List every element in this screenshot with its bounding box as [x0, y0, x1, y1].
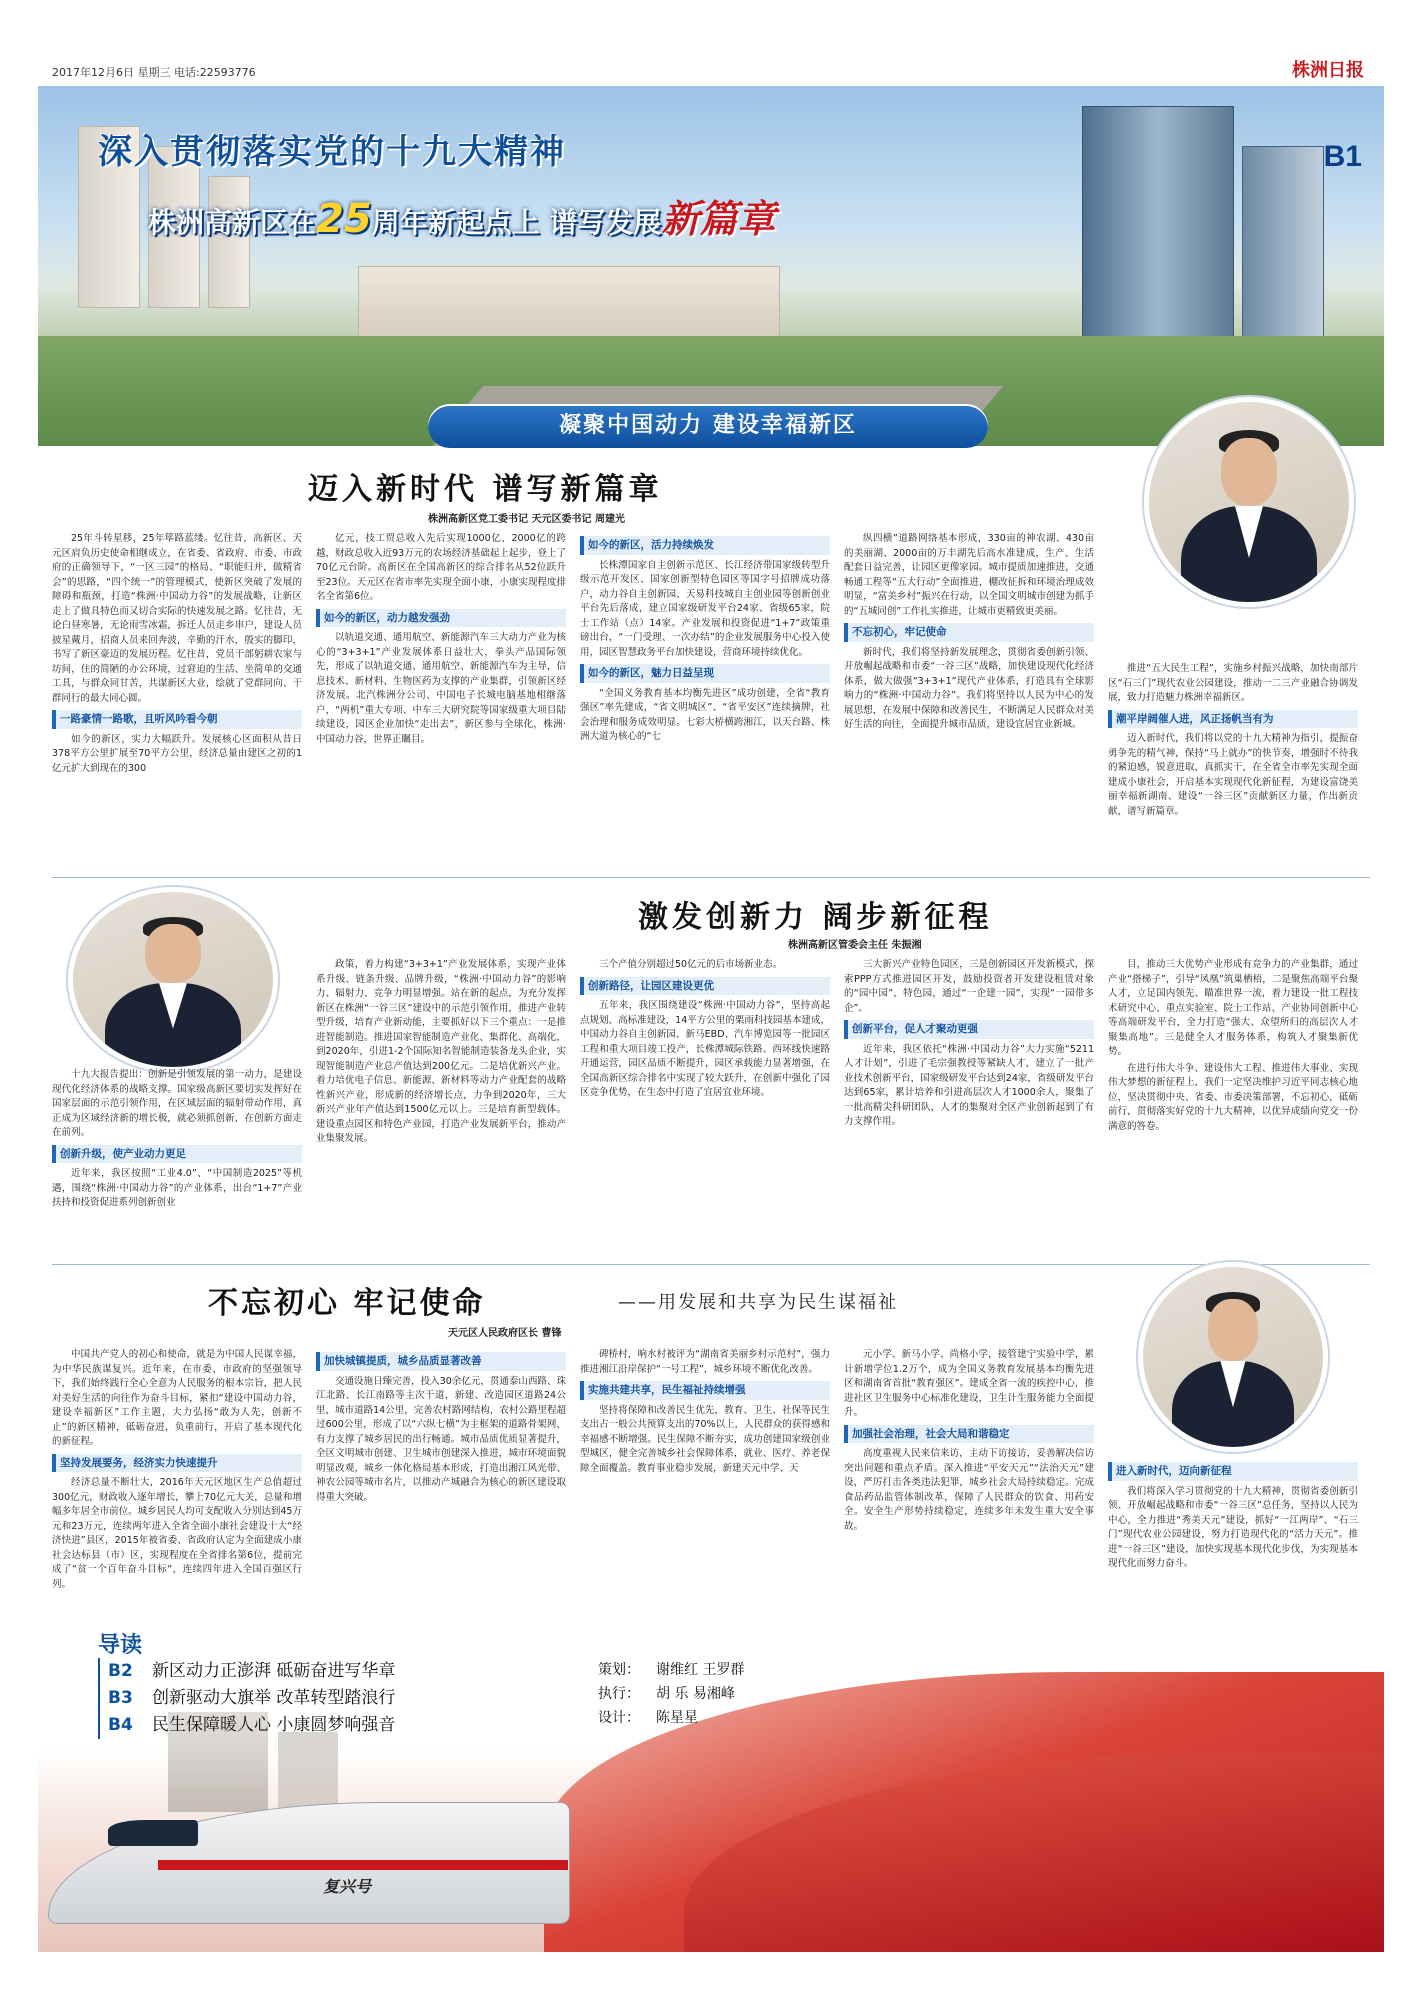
paragraph: 经济总量不断壮大，2016年天元区地区生产总值超过300亿元，财政收入逐年增长，攀上70亿元大关，总量和增幅多年居全市前位。城乡居民人均可支配收入分别达到45万元和23万元，连续两年进入全省全面小康社会建设十大“经济快进”县区，2015年被省委、省政府认定为全面建成小康社会达标县（市）区，实现程度在全省排名第6位，提前完成了“贫一个百年奋斗目标”，连续四年进入全国百强区行列。	[52, 1477, 302, 1590]
section-divider	[52, 1264, 1370, 1265]
article2-col4	[844, 958, 1094, 1258]
guide-page: B2	[108, 1661, 133, 1681]
banner-sub-num: 25	[316, 196, 372, 242]
train-windshield	[108, 1820, 198, 1846]
guide-title: 导读	[98, 1633, 143, 1658]
paragraph: 长株潭国家自主创新示范区、长江经济带国家级转型升级示范开发区、国家创新型特色园区等国字号招牌成功落户，动力谷自主创新园、天易科技城自主创业园等创新创业平台先后落成，建立国家级研发平台24家、省级65家，院士工作站（点）14家。产业发展和投资促进“1+7”政策重磅出台，“一门受理、一次办结”的企业发展服务中心投入使用，园区智慧政务平台加快建设，营商环境持续优化。	[580, 559, 830, 658]
train-stripe	[158, 1860, 568, 1870]
paragraph: 我们将深入学习贯彻党的十九大精神，贯彻省委创新引领、开放崛起战略和市委“一谷三区”总任务，坚持以人民为中心，全力推进“秀美天元”建设，抓好“一江两岸”、“石三门”现代农业公园建设，努力打造现代化的“活力天元”。推进“一谷三区”建设，加快实现基本现代化步伐，为实现基本现代化而努力奋斗。	[1108, 1485, 1358, 1569]
paragraph: 交通设施日臻完善，投入30余亿元，贯通泰山西路、珠江北路、长江南路等主次干道，新建、改造园区道路24公里，城市道路14公里，完善农村路网结构，农村公路里程超过600公里，形成了以“六纵七横”为主框架的道路骨架网，有力支撑了城乡居民的出行畅通。城市品质优质显著提升，全区文明城市创建、卫生城市创建深入推进，城市环境面貌明显改观，城乡一体化格局基本形成，打造出湘江风光带、神农公园等城市名片，以推动产城融合为核心的新区建设取得重大突破。	[316, 1375, 566, 1503]
paragraph: 高度重视人民来信来访，主动下访接访，妥善解决信访突出问题和重点矛盾。深入推进“平安天元”“法治天元”建设，严厉打击各类违法犯罪，城乡社会大局持续稳定。完成食品药品监管体制改革，保障了人民群众的饮食、用药安全。安全生产形势持续稳定，连续多年未发生重大安全事故。	[844, 1448, 1094, 1532]
paragraph: 五年来，我区围绕建设“株洲·中国动力谷”，坚持高起点规划、高标准建设，14平方公里的栗雨科技园基本建成，中国动力谷自主创新园、新马EBD、汽车博览园等一批园区工程和重大项目竣工投产，长株潭城际铁路、西环线快速路开通运营，园区品质不断提升，园区承载能力显著增强，在全国高新区综合排名中实现了较大跃升，在创新中强化了园区竞争优势，在生态中打造了宜居宜业环境。	[580, 1000, 830, 1098]
guide-item[interactable]	[108, 1685, 438, 1712]
paragraph: 坚持将保障和改善民生优先，教育、卫生、社保等民生支出占一般公共预算支出的70%以上，人民群众的获得感和幸福感不断增强。民生保障不断夯实，成功创建国家级创业型城区，健全完善城乡社会保障体系，就业、医疗、养老保障全面覆盖。教育事业稳步发展，新建天元中学、天	[580, 1404, 830, 1474]
article2-col1	[52, 958, 302, 1258]
article3-col4	[844, 1348, 1094, 1610]
paragraph: 以轨道交通、通用航空、新能源汽车三大动力产业为核心的“3+3+1”产业发展体系日益壮大，拳头产品国际领先，形成了以轨道交通、通用航空、新能源汽车为主导，信息技术、新材料、生物医药为支撑的产业集群，引领新区经济发展。北汽株洲分公司、中国电子长城电脑基地相继落户，“两机”重大专项、中车三大研究院等国家级重大项目陆续建设，园区企业加快“走出去”，新区参与全球化，株洲·中国动力谷，世界正瞩目。	[316, 632, 566, 745]
article1-col3	[580, 532, 830, 872]
guide-text: 民生保障暖人心 小康圆梦响强音	[152, 1715, 396, 1735]
paragraph: 碑桥村，响水村被评为“湖南省美丽乡村示范村”，强力推进湘江沿岸保护“一号工程”，城乡环境不断优化改善。	[580, 1349, 830, 1375]
train-name: 复兴号	[323, 1877, 372, 1896]
credit-value: 陈星星	[656, 1710, 698, 1726]
section-subhead: 创新平台，促人才聚动更强	[844, 1020, 1094, 1039]
paragraph: 三个产值分别超过50亿元的后市场新业态。	[599, 959, 783, 970]
section-subhead: 创新路径，让园区建设更优	[580, 977, 830, 996]
article2-col3	[580, 958, 830, 1258]
credit-row	[598, 1658, 744, 1682]
article1-body	[52, 532, 1370, 872]
article1-title: 迈入新时代 谱写新篇章	[308, 472, 663, 507]
article2-col2	[316, 958, 566, 1258]
article3-title: 不忘初心 牢记使命	[208, 1286, 486, 1321]
banner-headline: 深入贯彻落实党的十九大精神	[98, 132, 566, 172]
section-subhead: 一路豪情一路歌，且听风吟看今朝	[52, 710, 302, 729]
paragraph: 目，推动三大优势产业形成有竞争力的产业集群，通过产业“搭梯子”，引导“凤凰”筑巢栖梧，二是聚焦高端平台聚人才，立足国内领先、瞄准世界一流，着力建设一批工程技术研究中心、重点实验室、院士工作站、产业协同创新中心等高端研发平台，全力打造“强大、众望所归的高层次人才聚集高地”。三是健全人才服务体系，构筑人才聚集新优势。	[1108, 959, 1358, 1057]
article1-col2	[316, 532, 566, 872]
credit-row	[598, 1682, 744, 1706]
article3-col2	[316, 1348, 566, 1610]
section-subhead: 如今的新区，动力越发强劲	[316, 609, 566, 628]
paragraph: 如今的新区，实力大幅跃升。发展核心区面积从昔日378平方公里扩展至70平方公里，经济总量由建区之初的1亿元扩大到现在的300	[52, 733, 302, 774]
guide-text: 创新驱动大旗举 改革转型踏浪行	[152, 1688, 396, 1708]
portrait-face	[1221, 438, 1277, 506]
banner-sub-b: 周年新起点上 谱写发展	[371, 206, 662, 239]
credit-row	[598, 1706, 744, 1730]
paragraph: 迈入新时代，我们将以党的十九大精神为指引，提振奋勇争先的精气神，保持“马上就办”的快节奏，增强时不待我的紧迫感，锐意进取，真抓实干，在全省全市率先实现全面建成小康社会，开启基本实现现代化新征程，为建设富饶美丽幸福新湖南、建设“一谷三区”贡献新区力量，作出新贡献，谱写新篇章。	[1108, 733, 1358, 817]
guide-item[interactable]	[108, 1712, 438, 1739]
section-subhead: 不忘初心，牢记使命	[844, 623, 1094, 642]
paragraph: “全国义务教育基本均衡先进区”成功创建，全省“教育强区”率先建成，“省文明城区”、“省平安区”连续摘牌，社会治理和服务成效明显。七彩大桥横跨湘江，以天台路、株洲大道为核心的“七	[580, 687, 830, 742]
top-bar	[38, 52, 1384, 86]
paragraph: 在进行伟大斗争、建设伟大工程、推进伟大事业、实现伟大梦想的新征程上，我们一定坚决维护习近平同志核心地位，坚决贯彻中央、省委、市委决策部署，不忘初心，砥砺前行，贯彻落实好党的十九大精神，以优异成绩向党交一份满意的答卷。	[1108, 1062, 1358, 1132]
paragraph: 中国共产党人的初心和使命，就是为中国人民谋幸福，为中华民族谋复兴。近年来，在市委、市政府的坚强领导下，我们始终践行全心全意为人民服务的根本宗旨，把人民对美好生活的向往作为奋斗目标，紧扣“建设中国动力谷，建设幸福新区”工作主题，大力弘扬“敢为人先，创新不止”的新区精神，砥砺奋进，负重前行，开启了基本现代化的新征程。	[52, 1349, 302, 1447]
credit-key: 策划：	[598, 1662, 640, 1678]
date-line: 2017年12月6日 星期三 电话:22593776	[52, 66, 256, 79]
section-subhead: 进入新时代，迈向新征程	[1108, 1462, 1358, 1481]
credit-value: 谢维红 王罗群	[656, 1662, 745, 1678]
paragraph: 三大新兴产业特色园区，三是创新园区开发新模式，探索PPP方式推进园区开发，鼓励投资者开发建设租赁对象的“园中园”，特色园，通过“一企建一园”，实现“一园带多企”。	[844, 959, 1094, 1014]
paragraph: 推进“五大民生工程”，实施乡村振兴战略，加快南部片区“石三门”现代农业公园建设，推动一二三产业融合协调发展，致力打造魅力株洲幸福新区。	[1108, 663, 1358, 703]
article2-title: 激发创新力 阔步新征程	[638, 900, 993, 935]
article1-col4	[844, 532, 1094, 872]
article3-subtitle: ——用发展和共享为民生谋福祉	[618, 1292, 898, 1313]
section-subhead: 如今的新区，魅力日益呈现	[580, 664, 830, 683]
credit-key: 设计：	[598, 1710, 640, 1726]
guide-page: B3	[108, 1688, 133, 1708]
paragraph: 亿元，技工贸总收入先后实现1000亿、2000亿的跨越，财政总收入近93万元的农场经济基础起上起步，登上了70亿元台阶。高新区在全国高新区的综合排名从52位跃升至23位。天元区在省市率先实现全面小康，小康实现程度排名全省第6位。	[316, 533, 566, 602]
section-subhead: 创新升级，使产业动力更足	[52, 1145, 302, 1164]
paragraph: 元小学、新马小学、尚格小学，接管建宁实验中学，累计新增学位1.2万个，成为全国义务教育发展基本均衡先进区和湖南省首批“教育强区”。建成全省一流的疾控中心，推进社区卫生服务中心标准化建设，卫生计生服务能力全面提升。	[844, 1349, 1094, 1418]
paragraph: 近年来，我区按照“工业4.0”、“中国制造2025”等机遇，围绕“株洲·中国动力谷”的产业体系，出台“1+7”产业扶持和投资促进系列创新创业	[52, 1168, 302, 1208]
credit-key: 执行：	[598, 1686, 640, 1702]
credits	[598, 1658, 744, 1730]
masthead-logo: 株洲日报	[1292, 60, 1364, 81]
guide-text: 新区动力正澎湃 砥砺奋进写华章	[152, 1661, 396, 1681]
article1-col1	[52, 532, 302, 872]
paragraph: 政策，着力构建“3+3+1”产业发展体系，实现产业体系升级、链条升级、品牌升级，“株洲·中国动力谷”的影响力、辐射力、竞争力明显增强。站在新的起点，为充分发挥新区在株洲“一谷三区”建设中的示范引领作用，推进产业转型升级，培育产业新动能，主要抓好以下三个重点：一是推进智能制造。推进国家智能制造产业化、集群化、高端化，到2020年，引进1-2个国际知名智能制造装备龙头企业，实现智能制造产业总产值达到200亿元。二是培优新兴产业。着力培优电子信息、新能源、新材料等动力产业配套的战略性新兴产业，形成新的经济增长点，力争到2020年，三大新兴产业年产值达到1500亿元以上。三是培育新型载体。建设重点园区和特色产业园，打造产业发展新平台，推动产业集聚发展。	[316, 959, 566, 1144]
office-tower	[1082, 106, 1234, 368]
article2-body	[52, 958, 1370, 1258]
article3-col3	[580, 1348, 830, 1610]
section-subhead: 加快城镇提质，城乡品质显著改善	[316, 1352, 566, 1371]
section-subhead: 如今的新区，活力持续焕发	[580, 536, 830, 555]
banner-subheadline	[148, 188, 775, 243]
paragraph: 新时代，我们将坚持新发展理念，贯彻省委创新引领、开放崛起战略和市委“一谷三区”战略，加快建设现代化经济体系，做大做强“3+3+1”现代产业体系，打造具有全球影响力的“株洲·中国动力谷”。我们将坚持以人民为中心的发展思想，在发展中保障和改善民生，不断满足人民群众对美好生活的向往，全面提升城市品质，建设宜居宜业新城。	[844, 646, 1094, 730]
banner-photo	[38, 86, 1384, 446]
footer-area	[38, 1612, 1384, 1952]
section-subhead: 实施共建共享，民生福祉持续增强	[580, 1381, 830, 1400]
slogan-ribbon: 凝聚中国动力 建设幸福新区	[428, 404, 988, 448]
article2-col5	[1108, 958, 1358, 1258]
credit-value: 胡 乐 易湘峰	[656, 1686, 735, 1702]
banner-sub-a: 株洲高新区在	[148, 206, 317, 239]
section-subhead: 潮平岸阔催人进，风正扬帆当有为	[1108, 710, 1358, 729]
guide-list	[98, 1658, 438, 1739]
article3-body	[52, 1348, 1370, 1610]
paragraph: 近年来，我区依托“株洲·中国动力谷”大力实施“5211人才计划”，引进了毛宗强教授等紧缺人才，建立了一批产业技术创新平台，国家级研发平台达到24家，省级研发平台达到65家，累计培养和引进高层次人才1000余人，聚集了一批高精尖科研团队，人才的集聚对全区产业创新起到了有力支撑作用。	[844, 1043, 1094, 1127]
page-number: B1	[1323, 140, 1362, 173]
paragraph: 纵四横”道路网络基本形成，330亩的神农湖、430亩的美丽湖、2000亩的万丰湖先后高水准建成，生产、生活配套日益完善，让园区更像家园。城市提质加速推进，交通畅通工程等“五大行动”全面推进，棚改征拆和环境治理成效明显，“富美乡村”振兴在行动，以全国文明城市创建为抓手的“五城同创”工作扎实推进，让城市更精致更美丽。	[844, 533, 1094, 617]
article2-byline: 株洲高新区管委会主任 朱振湘	[788, 940, 922, 951]
banner-sub-highlight: 新篇章	[661, 196, 776, 241]
guide-item[interactable]	[108, 1658, 438, 1685]
article1-col5	[1108, 532, 1358, 872]
article3-byline: 天元区人民政府区长 曹锋	[448, 1328, 562, 1339]
article3-col5	[1108, 1348, 1358, 1610]
paragraph: 十九大报告提出：创新是引领发展的第一动力，是建设现代化经济体系的战略支撑。国家级高新区要切实发挥好在国家层面的示范引领作用，在区域层面的辐射带动作用，真正成为区域经济新的增长极，就必须抓创新，在创新方面走在前列。	[52, 1069, 302, 1138]
article1-byline: 株洲高新区党工委书记 天元区委书记 周建光	[428, 514, 625, 525]
city-skyline	[278, 1732, 338, 1812]
office-tower	[1242, 146, 1324, 368]
section-divider	[52, 877, 1370, 878]
guide-page: B4	[108, 1715, 133, 1735]
section-subhead: 加强社会治理，社会大局和谐稳定	[844, 1425, 1094, 1444]
newspaper-page	[38, 52, 1384, 1952]
section-subhead: 坚持发展要务，经济实力快速提升	[52, 1454, 302, 1473]
paragraph: 25年斗转星移，25年筚路蓝缕。忆往昔，高新区、天元区肩负历史使命相继成立，在省委、省政府、市委、市政府的正确领导下，“一区三园”的格局、“职能归并，做精省会”的思路，“四个统一”的管理模式，使新区突破了发展的障碍和瓶颈，打造“株洲·中国动力谷”的发展战略，让新区走上了做具特色而又切合实际的快速发展之路。忆往昔，无论白昼寒暑，无论雨雪冰霜，拆迁人员走乡串户，建设人员披星戴月，招商人员来回奔波，辛勤的汗水，殷实的脚印，书写了新区豪迈的发展历程。忆往昔，党员干部躬耕农家与坊间，住的简陋的办公环境，过窘迫的生活、坐简单的交通工具，与群众同甘苦，共谋新区大业，绘就了党群同向、干群同行的最大同心圆。	[52, 533, 302, 704]
article3-col1	[52, 1348, 302, 1610]
